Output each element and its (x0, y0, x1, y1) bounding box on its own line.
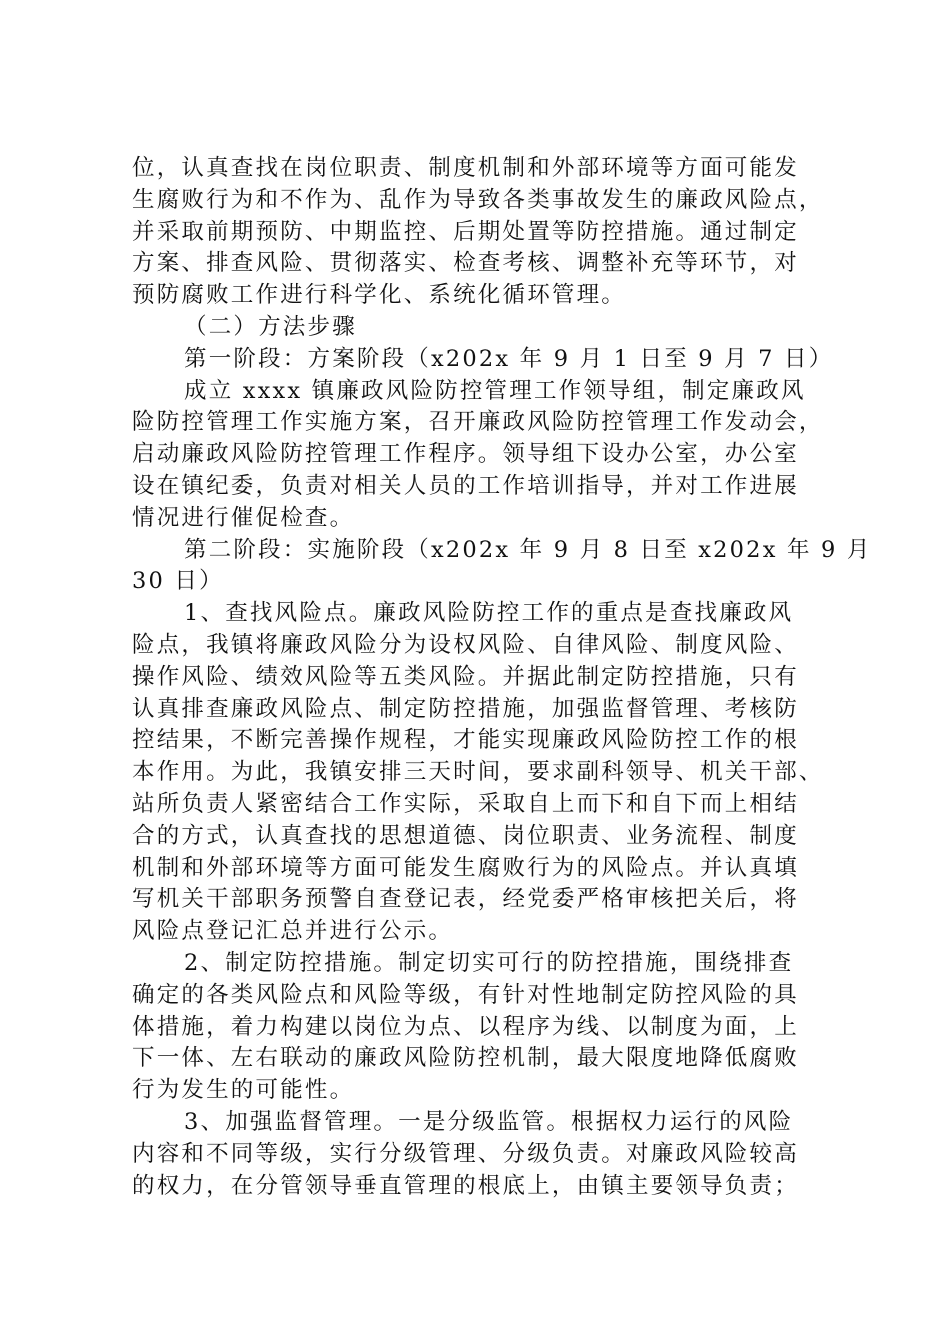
text-line: 2、制定防控措施。制定切实可行的防控措施，围绕排查 (184, 949, 794, 976)
text-line: 1、查找风险点。廉政风险防控工作的重点是查找廉政风 (184, 600, 794, 627)
text-line: （二）方法步骤 (184, 313, 357, 340)
text-line: 行为发生的可能性。 (132, 1077, 355, 1104)
text-line: 成立 xxxx 镇廉政风险防控管理工作领导组，制定廉政风 (184, 377, 806, 404)
text-line: 位，认真查找在岗位职责、制度机制和外部环境等方面可能发 (132, 155, 799, 181)
text-line: 确定的各类风险点和风险等级，有针对性地制定防控风险的具 (132, 981, 799, 1008)
text-line: 险防控管理工作实施方案，召开廉政风险防控管理工作发动会， (132, 409, 824, 436)
text-line: 认真排查廉政风险点、制定防控措施，加强监督管理、考核防 (132, 695, 799, 722)
text-line: 体措施，着力构建以岗位为点、以程序为线、以制度为面，上 (132, 1013, 799, 1040)
text-line: 的权力，在分管领导垂直管理的根底上，由镇主要领导负责； (132, 1172, 799, 1199)
text-line: 并采取前期预防、中期监控、后期处置等防控措施。通过制定 (132, 218, 799, 245)
text-line: 30 日） (132, 568, 224, 595)
text-line: 站所负责人紧密结合工作实际，采取自上而下和自下而上相结 (132, 790, 799, 817)
text-line: 风险点登记汇总并进行公示。 (132, 918, 454, 945)
text-line: 操作风险、绩效风险等五类风险。并据此制定防控措施，只有 (132, 663, 799, 690)
text-line: 控结果，不断完善操作规程，才能实现廉政风险防控工作的根 (132, 727, 799, 754)
text-line: 下一体、左右联动的廉政风险防控机制，最大限度地降低腐败 (132, 1045, 799, 1072)
text-line: 内容和不同等级，实行分级管理、分级负责。对廉政风险较高 (132, 1140, 799, 1167)
text-line: 设在镇纪委，负责对相关人员的工作培训指导，并对工作进展 (132, 472, 799, 499)
text-line: 机制和外部环境等方面可能发生腐败行为的风险点。并认真填 (132, 854, 799, 881)
text-line: 第二阶段：实施阶段（x202x 年 9 月 8 日至 x202x 年 9 月 (184, 536, 872, 563)
text-line: 合的方式，认真查找的思想道德、岗位职责、业务流程、制度 (132, 822, 799, 849)
text-line: 写机关干部职务预警自查登记表，经党委严格审核把关后，将 (132, 886, 799, 913)
text-line: 3、加强监督管理。一是分级监管。根据权力运行的风险 (184, 1108, 794, 1135)
text-line: 险点，我镇将廉政风险分为设权风险、自律风险、制度风险、 (132, 631, 799, 658)
text-line: 预防腐败工作进行科学化、系统化循环管理。 (132, 282, 627, 309)
text-line: 生腐败行为和不作为、乱作为导致各类事故发生的廉政风险点， (132, 186, 824, 213)
text-line: 本作用。为此，我镇安排三天时间，要求副科领导、机关干部、 (132, 759, 824, 786)
text-line: 情况进行催促检查。 (132, 504, 355, 531)
document-body (132, 153, 872, 1202)
text-line: 方案、排查风险、贯彻落实、检查考核、调整补充等环节，对 (132, 250, 799, 277)
text-line: 第一阶段：方案阶段（x202x 年 9 月 1 日至 9 月 7 日） (184, 345, 834, 372)
text-line: 启动廉政风险防控管理工作程序。领导组下设办公室，办公室 (132, 441, 799, 468)
